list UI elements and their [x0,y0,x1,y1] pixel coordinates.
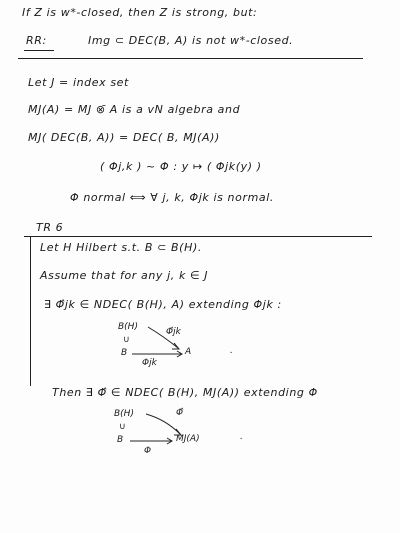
theorem-label: TR 6 [36,221,64,234]
rr-label: RR: [26,34,47,47]
diagram2-curved-arrow [146,414,180,434]
diagram2-target: MJ(A) [176,434,200,444]
diagram1-hat-phi: Φ̂jk [166,327,181,337]
diagram1-b: B [121,348,128,358]
theorem-conclusion: Then ∃ Φ̂ ∈ NDEC( B(H), MJ(A)) extending Φ [52,386,318,399]
theorem-top-rule [24,236,372,237]
diagram2-dot: . [240,432,243,442]
diagram1-target: A [185,347,192,357]
diagram2-b: B [117,435,124,445]
diagram1-arrow-label: Φjk [142,358,157,368]
diagram1-dot: . [230,346,233,356]
rr-statement: Img ⊂ DEC(B, A) is not w*-closed. [88,34,294,47]
diagram2-arrow-label: Φ [144,446,152,456]
line-normal-equivalence: Φ normal ⟺ ∀ j, k, Φjk is normal. [70,191,274,204]
theorem-hilbert: Let H Hilbert s.t. B ⊂ B(H). [40,241,202,254]
line-strong-closed: If Z is w*-closed, then Z is strong, but: [22,6,258,19]
diagram2-subset: ∪ [119,422,126,432]
theorem-assume: Assume that for any j, k ∈ J [40,269,209,282]
diagram2-arrows [0,0,1,1]
line-mj-dec: MJ( DEC(B, A)) = DEC( B, MJ(A)) [28,131,220,144]
line-mj-definition: MJ(A) = MJ ⊗̄ A is a vN algebra and [28,103,241,116]
diagram2-bh: B(H) [114,409,134,419]
section-divider [18,58,363,59]
theorem-side-rule [30,236,31,386]
diagram1-bh: B(H) [118,322,138,332]
diagram1-subset: ∪ [123,335,130,345]
rr-underline [24,50,54,51]
line-index-set: Let J = index set [28,76,129,89]
line-correspondence: ( Φj,k ) ~ Φ : y ↦ ( Φjk(y) ) [100,160,262,173]
diagram2-hat-phi: Φ̂ [176,408,184,418]
theorem-exists-extension: ∃ Φ̂jk ∈ NDEC( B(H), A) extending Φjk : [44,298,282,311]
